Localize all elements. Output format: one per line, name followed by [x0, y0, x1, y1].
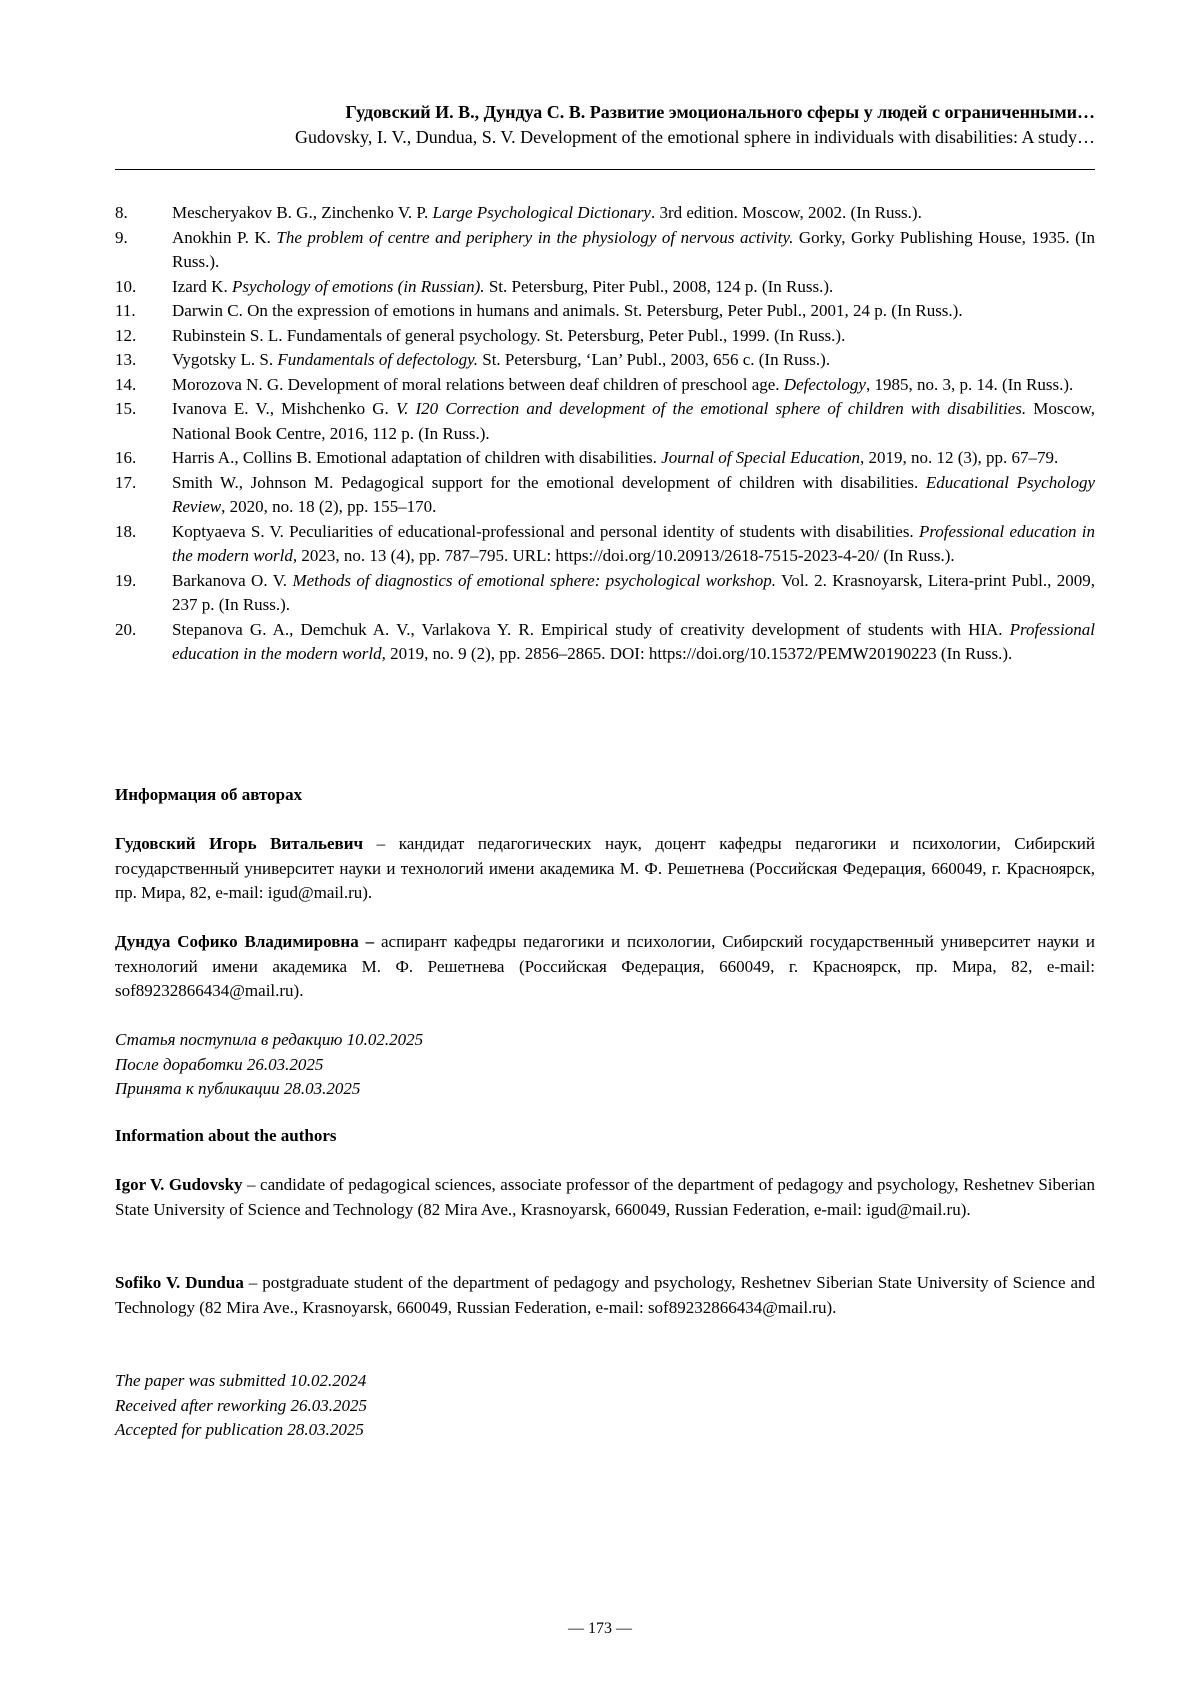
ru-author-1-name: Гудовский Игорь Витальевич: [115, 834, 363, 853]
reference-item: [115, 324, 1095, 349]
ru-date-submitted: Статья поступила в редакцию 10.02.2025: [115, 1028, 1095, 1053]
ru-author-1: [115, 832, 1095, 906]
en-author-2-name: Sofiko V. Dundua: [115, 1273, 244, 1292]
reference-number: 10.: [115, 275, 136, 300]
en-date-reworked: Received after reworking 26.03.2025: [115, 1394, 1095, 1419]
reference-text: Stepanova G. A., Demchuk A. V., Varlakova Y. R. Empirical study of creativity development of students with HIA.: [172, 620, 1010, 639]
reference-italic: Professional education in the modern world,: [172, 522, 1095, 566]
reference-item: [115, 275, 1095, 300]
reference-number: 14.: [115, 373, 136, 398]
ru-author-2-text: аспирант кафедры педагогики и психологии, Сибирский государственный университет науки и технологий имени академика М. Ф. Решетнева (Российская Федерация, 660049, г. Красноярск, пр. Мира, 82, e-mail: sof89232866434@mail.ru).: [115, 932, 1095, 1000]
running-header-en: Gudovsky, I. V., Dundua, S. V. Development of the emotional sphere in individuals with disabilities: A study…: [115, 125, 1095, 150]
reference-text: Moscow, National Book Centre, 2016, 112 p. (In Russ.).: [172, 399, 1095, 443]
reference-item: [115, 226, 1095, 275]
reference-italic: Journal of Special Education: [661, 448, 860, 467]
en-author-1-text: – candidate of pedagogical sciences, associate professor of the department of pedagogy and psychology, Reshetnev Siberian State University of Science and Technology (82 Mira Ave., Krasnoyarsk, 660049, Russian Federation, e-mail: igud@mail.ru).: [115, 1175, 1095, 1219]
reference-italic: Large Psychological Dictionary: [433, 203, 651, 222]
reference-number: 16.: [115, 446, 136, 471]
reference-list: [115, 201, 1095, 667]
ru-authors-title: Информация об авторах: [115, 783, 1095, 808]
reference-number: 12.: [115, 324, 136, 349]
reference-italic: The problem of centre and periphery in the physiology of nervous activity.: [276, 228, 793, 247]
ru-date-accepted: Принята к публикации 28.03.2025: [115, 1077, 1095, 1102]
reference-italic: Methods of diagnostics of emotional sphere: psychological workshop.: [292, 571, 776, 590]
reference-number: 18.: [115, 520, 136, 545]
reference-item: [115, 569, 1095, 618]
reference-item: [115, 348, 1095, 373]
reference-text: 2023, no. 13 (4), pp. 787–795. URL: https://doi.org/10.20913/2618-7515-2023-4-20/ (In Russ.).: [297, 546, 954, 565]
ru-author-2: [115, 930, 1095, 1004]
en-dates: [115, 1369, 1095, 1443]
en-date-accepted: Accepted for publication 28.03.2025: [115, 1418, 1095, 1443]
en-author-1-name: Igor V. Gudovsky: [115, 1175, 243, 1194]
reference-italic: V. I20 Correction and development of the emotional sphere of children with disabilities.: [396, 399, 1026, 418]
reference-number: 11.: [115, 299, 136, 324]
reference-item: [115, 520, 1095, 569]
ru-author-2-name: Дундуа Софико Владимировна –: [115, 932, 374, 951]
reference-text: Morozova N. G. Development of moral relations between deaf children of preschool age.: [172, 375, 784, 394]
ru-dates: [115, 1028, 1095, 1102]
en-date-submitted: The paper was submitted 10.02.2024: [115, 1369, 1095, 1394]
reference-text: Koptyaeva S. V. Peculiarities of educational-professional and personal identity of students with disabilities.: [172, 522, 919, 541]
reference-number: 8.: [115, 201, 128, 226]
ru-author-1-text: – кандидат педагогических наук, доцент кафедры педагогики и психологии, Сибирский государственный университет науки и технологий имени академика М. Ф. Решетнева (Российская Федерация, 660049, г. Красноярск, пр. Мира, 82, e-mail: igud@mail.ru).: [115, 834, 1095, 902]
reference-text: , 1985, no. 3, p. 14. (In Russ.).: [866, 375, 1073, 394]
reference-text: Anokhin P. K.: [172, 228, 276, 247]
running-header-ru: Гудовский И. В., Дундуа С. В. Развитие эмоционального сферы у людей с ограниченными…: [115, 100, 1095, 125]
reference-number: 15.: [115, 397, 136, 422]
running-header: [115, 100, 1095, 150]
en-author-1: [115, 1173, 1095, 1222]
en-author-2-text: – postgraduate student of the department of pedagogy and psychology, Reshetnev Siberian State University of Science and Technology (82 Mira Ave., Krasnoyarsk, 660049, Russian Federation, e-mail: sof89232866434@mail.ru).: [115, 1273, 1095, 1317]
reference-italic: Defectology: [784, 375, 866, 394]
reference-italic: Professional education in the modern world,: [172, 620, 1095, 664]
reference-text: St. Petersburg, ‘Lan’ Publ., 2003, 656 c. (In Russ.).: [478, 350, 830, 369]
reference-text: Gorky, Gorky Publishing House, 1935. (In Russ.).: [172, 228, 1095, 272]
reference-text: Izard K.: [172, 277, 232, 296]
reference-item: [115, 397, 1095, 446]
reference-text: Vygotsky L. S.: [172, 350, 277, 369]
reference-item: [115, 373, 1095, 398]
reference-item: [115, 201, 1095, 226]
page-number: — 173 —: [0, 1620, 1200, 1638]
reference-text: Vol. 2. Krasnoyarsk, Litera-print Publ., 2009, 237 p. (In Russ.).: [172, 571, 1095, 615]
reference-item: [115, 299, 1095, 324]
reference-text: Darwin C. On the expression of emotions in humans and animals. St. Petersburg, Peter Publ., 2001, 24 p. (In Russ.).: [172, 301, 963, 320]
reference-number: 9.: [115, 226, 128, 251]
reference-text: Rubinstein S. L. Fundamentals of general psychology. St. Petersburg, Peter Publ., 1999. (In Russ.).: [172, 326, 845, 345]
header-divider: [115, 169, 1095, 170]
reference-item: [115, 471, 1095, 520]
reference-text: Barkanova O. V.: [172, 571, 292, 590]
en-author-2: [115, 1271, 1095, 1320]
reference-italic: Fundamentals of defectology.: [277, 350, 478, 369]
reference-text: , 2020, no. 18 (2), pp. 155–170.: [221, 497, 436, 516]
reference-italic: Educational Psychology Review: [172, 473, 1095, 517]
reference-number: 19.: [115, 569, 136, 594]
reference-text: Ivanova E. V., Mishchenko G.: [172, 399, 396, 418]
reference-number: 17.: [115, 471, 136, 496]
reference-item: [115, 618, 1095, 667]
reference-number: 20.: [115, 618, 136, 643]
reference-item: [115, 446, 1095, 471]
reference-text: 2019, no. 9 (2), pp. 2856–2865. DOI: https://doi.org/10.15372/PEMW20190223 (In Russ.).: [386, 644, 1012, 663]
reference-text: Harris A., Collins B. Emotional adaptation of children with disabilities.: [172, 448, 661, 467]
reference-text: Mescheryakov B. G., Zinchenko V. P.: [172, 203, 433, 222]
reference-number: 13.: [115, 348, 136, 373]
reference-text: . 3rd edition. Moscow, 2002. (In Russ.).: [651, 203, 922, 222]
reference-italic: Psychology of emotions (in Russian).: [232, 277, 485, 296]
en-authors-title: Information about the authors: [115, 1124, 1095, 1149]
reference-text: St. Petersburg, Piter Publ., 2008, 124 p. (In Russ.).: [485, 277, 834, 296]
ru-date-reworked: После доработки 26.03.2025: [115, 1053, 1095, 1078]
reference-text: , 2019, no. 12 (3), pp. 67–79.: [860, 448, 1058, 467]
reference-text: Smith W., Johnson M. Pedagogical support for the emotional development of children with disabilities.: [172, 473, 926, 492]
